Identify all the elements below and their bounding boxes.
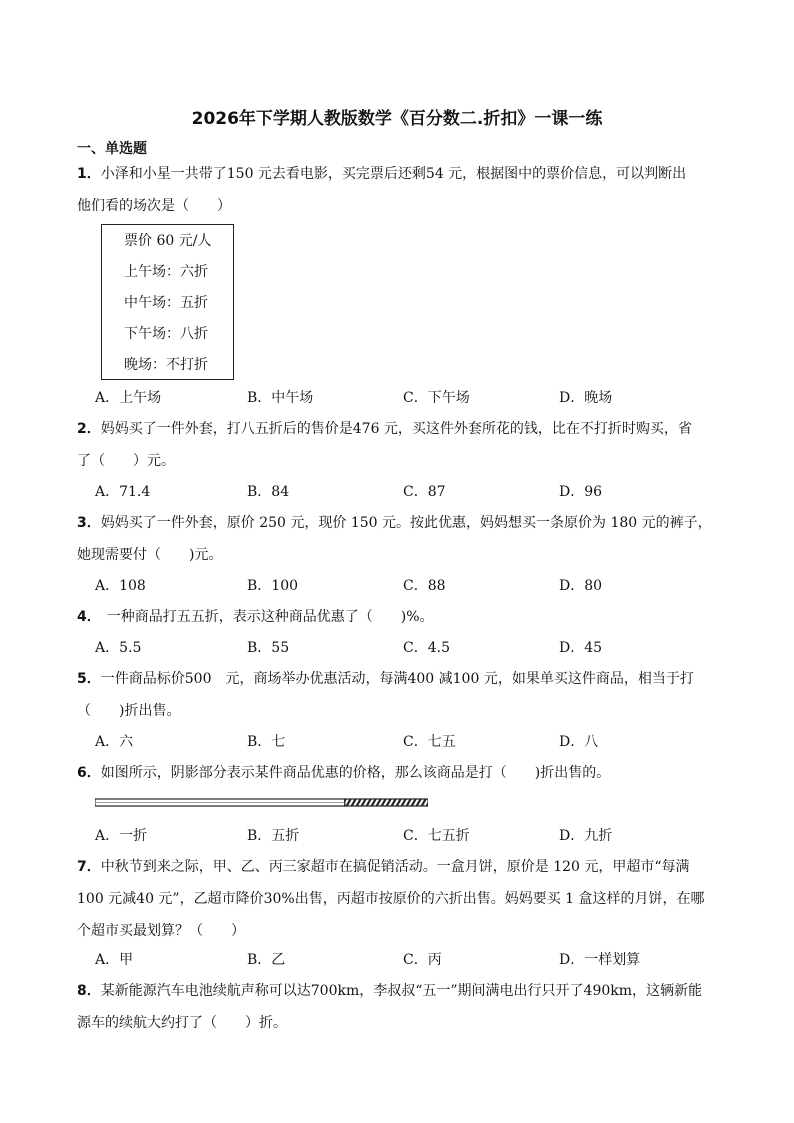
option-a[interactable]: A．71.4 [95,484,151,500]
option-c[interactable]: C．87 [403,484,446,500]
question-number: 5． [77,671,101,687]
option-d[interactable]: D．45 [559,640,603,656]
question-8 [77,975,727,1039]
question-line: 7．中秋节到来之际，甲、乙、丙三家超市在搞促销活动。一盒月饼，原价是 120 元，甲超市“每满 [77,859,690,875]
question-5 [77,663,727,727]
question-1 [77,158,727,222]
question-line: 个超市买最划算？（ ） [77,923,245,939]
option-c[interactable]: C．七五折 [403,828,470,844]
question-4 [77,601,727,633]
option-b[interactable]: B．五折 [247,828,300,844]
answer-options [95,637,735,659]
ticket-price-figure [101,224,234,380]
option-a[interactable]: A．一折 [95,828,148,844]
option-b[interactable]: B．乙 [247,952,286,968]
question-line: 5．一件商品标价500 元，商场举办优惠活动，每满400 减100 元，如果单买这件商品，相当于打 [77,671,694,687]
question-3 [77,507,727,571]
section-heading: 一、单选题 [77,141,147,157]
question-number: 4． [77,609,101,625]
answer-options [95,575,735,597]
option-a[interactable]: A．六 [95,734,134,750]
option-b[interactable]: B．55 [247,640,290,656]
option-c[interactable]: C．下午场 [403,390,470,406]
question-number: 6． [77,765,101,781]
question-line: 8．某新能源汽车电池续航声称可以达700km，李叔叔“五一”期间满电出行只开了490km，这辆新能 [77,983,703,999]
question-line: （ )折出售。 [77,703,181,719]
answer-options [95,387,735,409]
option-a[interactable]: A．108 [95,578,146,594]
option-c[interactable]: C．七五 [403,734,456,750]
question-number: 7． [77,859,101,875]
question-line: 1．小泽和小星一共带了150 元去看电影，买完票后还剩54 元，根据图中的票价信息，可以判断出 [77,166,687,182]
answer-options [95,825,735,847]
question-number: 3． [77,515,101,531]
question-2 [77,413,727,477]
option-b[interactable]: B．中午场 [247,390,314,406]
question-line: 3．妈妈买了一件外套，原价 250 元，现价 150 元。按此优惠，妈妈想买一条原价为 180 元的裤子， [77,515,712,531]
option-d[interactable]: D．80 [559,578,603,594]
option-d[interactable]: D．一样划算 [559,952,641,968]
question-number: 2． [77,421,101,437]
question-line: 源车的续航大约打了（ ）折。 [77,1015,287,1031]
shaded-segment [345,799,428,806]
figure-line: 上午场：六折 [124,264,208,280]
question-6 [77,757,727,789]
option-d[interactable]: D．晚场 [559,390,613,406]
option-a[interactable]: A．上午场 [95,390,162,406]
question-line: 4． 一种商品打五五折，表示这种商品优惠了（ )%。 [77,609,434,625]
document-title: 2026年下学期人教版数学《百分数二.折扣》一课一练 [191,109,603,129]
figure-line: 票价 60 元/人 [124,233,212,249]
option-a[interactable]: A．甲 [95,952,134,968]
question-line: 了（ ）元。 [77,453,175,469]
question-7 [77,851,727,947]
answer-options [95,731,735,753]
option-d[interactable]: D．八 [559,734,599,750]
option-b[interactable]: B．七 [247,734,286,750]
question-number: 8． [77,983,101,999]
option-d[interactable]: D．96 [559,484,603,500]
question-line: 6．如图所示，阴影部分表示某件商品优惠的价格，那么该商品是打（ )折出售的。 [77,765,611,781]
question-number: 1． [77,166,101,182]
figure-line: 中午场：五折 [124,295,208,311]
option-d[interactable]: D．九折 [559,828,613,844]
option-a[interactable]: A．5.5 [95,640,142,656]
option-c[interactable]: C．88 [403,578,446,594]
question-line: 100 元减40 元”，乙超市降价30%出售，丙超市按原价的六折出售。妈妈要买 1 盒这样的月饼，在哪 [77,891,705,907]
option-b[interactable]: B．100 [247,578,299,594]
answer-options [95,481,735,503]
figure-line: 晚场：不打折 [124,357,208,373]
question-line: 她现需要付（ )元。 [77,547,223,563]
figure-line: 下午场：八折 [124,326,208,342]
discount-bar-figure [95,798,428,807]
option-c[interactable]: C．丙 [403,952,442,968]
option-b[interactable]: B．84 [247,484,290,500]
question-line: 2．妈妈买了一件外套，打八五折后的售价是476 元，买这件外套所花的钱，比在不打折时购买，省 [77,421,692,437]
option-c[interactable]: C．4.5 [403,640,450,656]
answer-options [95,949,735,971]
question-line: 他们看的场次是（ ） [77,198,231,214]
